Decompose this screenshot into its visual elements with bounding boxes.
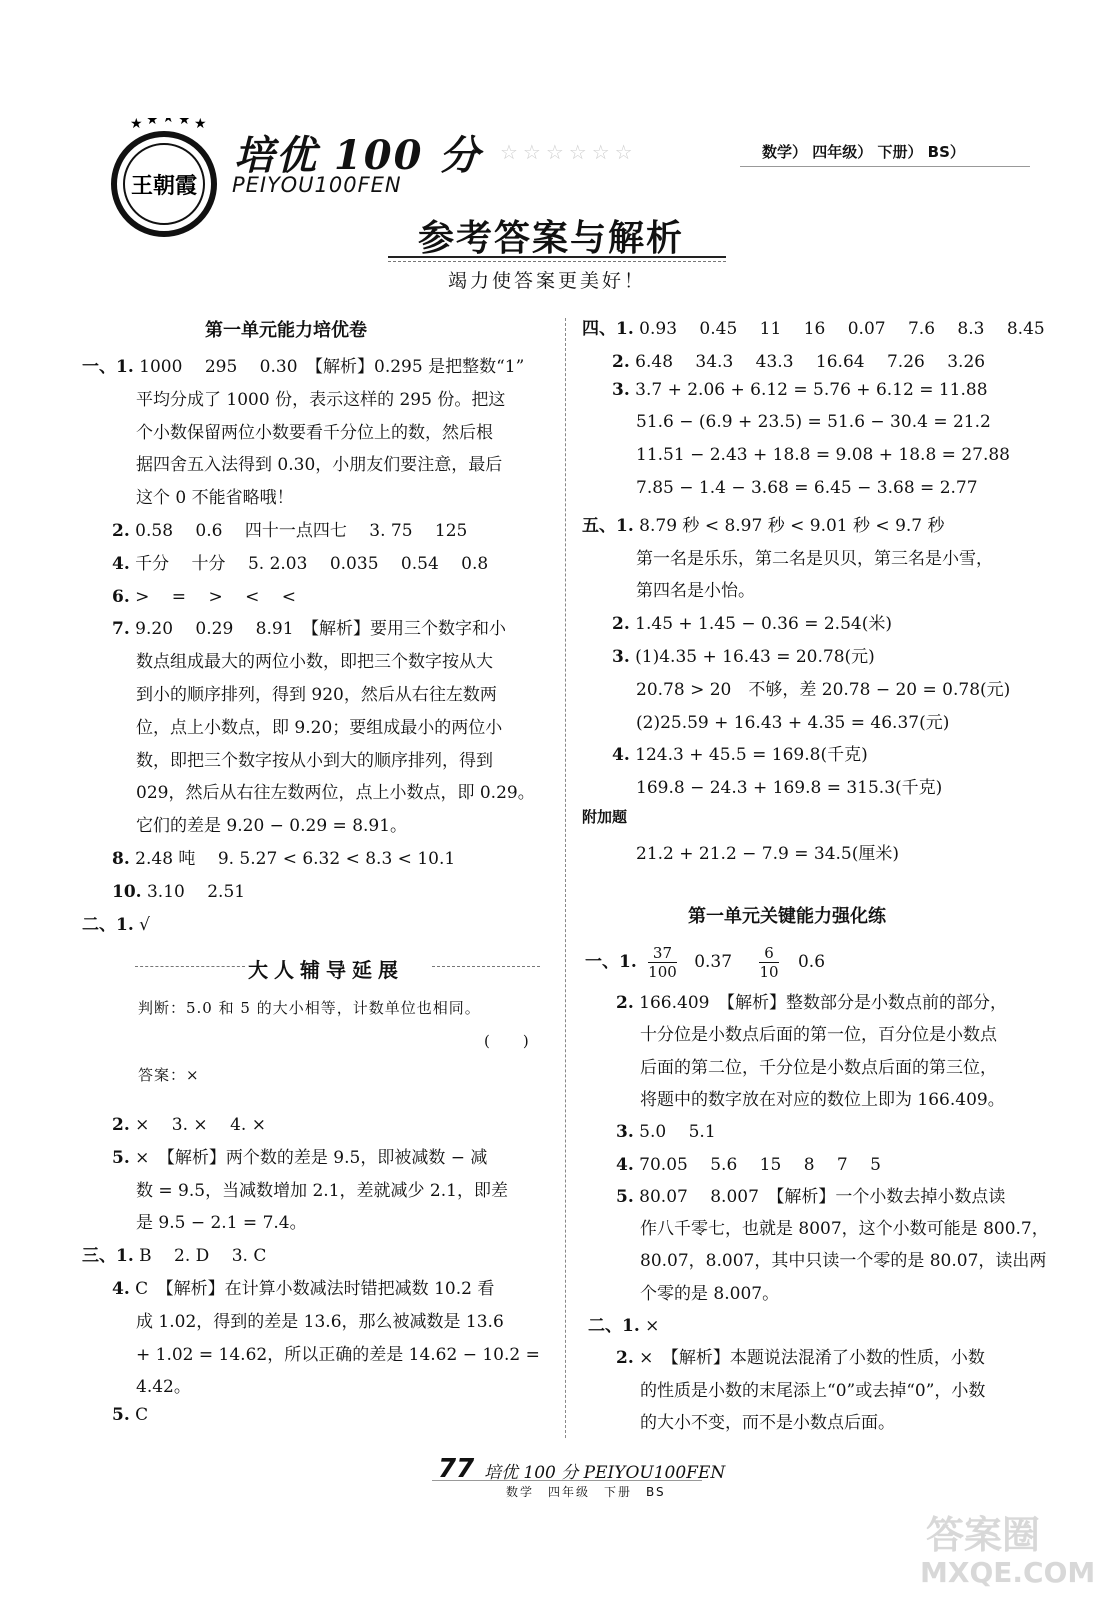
answer-line xyxy=(136,746,493,771)
answer-text: 1.45 + 1.45 − 0.36 = 2.54(米) xyxy=(629,614,892,635)
svg-text:王朝霞: 王朝霞 xyxy=(130,173,198,199)
question-number: 2. xyxy=(616,1348,634,1369)
answer-text: 124.3 + 45.5 = 169.8(千克) xyxy=(629,745,868,766)
answer-text: 70.05 5.6 15 8 7 5 xyxy=(633,1154,881,1175)
answer-text: 第一名是乐乐，第二名是贝贝，第三名是小雪， xyxy=(636,548,993,569)
answer-line xyxy=(82,1241,266,1266)
answer-text: 成 1.02，得到的差是 13.6，那么被减数是 13.6 xyxy=(136,1311,504,1332)
answer-text: 个零的是 8.007。 xyxy=(640,1283,780,1304)
answer-text: 这个 0 不能省略哦！ xyxy=(136,488,294,509)
answer-text: 3.10 2.51 xyxy=(141,881,246,902)
answer-line xyxy=(640,1246,1046,1271)
answer-text: 将题中的数字放在对应的数位上即为 166.409。 xyxy=(640,1089,1005,1110)
key-q1-value-2: 0.6 xyxy=(797,952,826,972)
answer-line xyxy=(112,1405,148,1425)
answer-text: 029，然后从右往左数两位，点上小数点，即 0.29。 xyxy=(136,783,535,804)
answer-line xyxy=(136,811,407,836)
answer-text: 20.78 > 20 不够，差 20.78 − 20 = 0.78(元) xyxy=(636,679,1011,700)
question-number: 附加题 xyxy=(582,808,628,826)
answer-line xyxy=(612,642,875,667)
answer-line xyxy=(136,778,535,803)
fraction-1: $\frac{37}{100}$ xyxy=(648,944,677,981)
answer-text: 据四舍五入法得到 0.30，小朋友们要注意，最后 xyxy=(136,455,503,476)
question-number: 4. xyxy=(112,1279,130,1299)
question-number: 四、1. xyxy=(582,319,634,339)
brand-title-en: PEIYOU100FEN xyxy=(232,173,402,197)
brand-title: 培优 100 分 xyxy=(234,132,482,179)
page-title: 参考答案与解析 xyxy=(418,218,685,259)
answer-line xyxy=(112,1274,494,1299)
answer-line xyxy=(612,609,892,634)
extension-question: 判断：5.0 和 5 的大小相等，计数单位也相同。 xyxy=(138,999,481,1017)
fraction-2: $\frac{6}{10}$ xyxy=(759,944,779,981)
answer-text: 位，点上小数点，即 9.20；要组成最小的两位小 xyxy=(136,717,503,738)
answer-text: > = > < < xyxy=(129,586,296,607)
answer-line xyxy=(136,713,502,738)
answer-text: × 3. × 4. × xyxy=(129,1115,266,1135)
answer-text: 51.6 − (6.9 + 23.5) = 51.6 − 30.4 = 21.2 xyxy=(636,412,991,433)
answer-line xyxy=(636,412,991,432)
answer-text: 是 9.5 − 2.1 = 7.4。 xyxy=(136,1213,307,1234)
answer-text: 后面的第二位，千分位是小数点后面的第三位， xyxy=(640,1057,997,1078)
question-number: 8. xyxy=(112,849,130,869)
answer-line xyxy=(636,478,978,498)
answer-line xyxy=(112,1143,487,1168)
page-number: 77 xyxy=(438,1454,475,1484)
answer-line xyxy=(636,675,1010,700)
answer-line xyxy=(136,1340,540,1365)
answer-line xyxy=(636,544,993,569)
answer-text: 第四名是小怡。 xyxy=(636,581,755,602)
answer-line xyxy=(612,740,868,765)
svg-text:★: ★ xyxy=(178,118,191,128)
answer-line xyxy=(136,1372,191,1397)
answer-text: 0.58 0.6 四十一点四七 3. 75 125 xyxy=(129,521,468,541)
answer-line xyxy=(616,988,1007,1013)
answer-text: 3.7 + 2.06 + 6.12 = 5.76 + 6.12 = 11.88 xyxy=(629,379,988,400)
question-number: 2. xyxy=(616,993,634,1013)
answer-text: 8.79 秒 < 8.97 秒 < 9.01 秒 < 9.7 秒 xyxy=(633,515,945,536)
publisher-logo xyxy=(100,118,228,238)
answer-text: 21.2 + 21.2 − 7.9 = 34.5(厘米) xyxy=(636,843,900,864)
column-divider xyxy=(565,318,566,1438)
answer-line xyxy=(582,511,945,536)
answer-text: 作八千零七，也就是 8007，这个小数可能是 800.7， xyxy=(640,1219,1049,1240)
header-rule xyxy=(740,166,1030,167)
answer-text: √ xyxy=(133,914,150,935)
footer-subject: 数学 四年级 下册 BS xyxy=(506,1485,666,1499)
answer-line xyxy=(582,314,1045,339)
answer-line xyxy=(636,773,942,798)
answer-text: (2)25.59 + 16.43 + 4.35 = 46.37(元) xyxy=(636,712,950,733)
answer-text: 的性质是小数的末尾添上“0”或去掉“0”，小数 xyxy=(640,1380,986,1401)
answer-line xyxy=(112,614,506,639)
question-number: 2. xyxy=(112,1115,130,1135)
question-number: 五、1. xyxy=(582,515,634,536)
question-number: 3. xyxy=(612,647,630,667)
answer-line xyxy=(112,844,455,869)
answer-line xyxy=(640,1085,1005,1110)
answer-text: 80.07，8.007，其中只读一个零的是 80.07，读出两 xyxy=(640,1251,1047,1272)
answer-text: 十分位是小数点后面的第一位，百分位是小数点 xyxy=(640,1025,997,1046)
extension-divider-left xyxy=(135,966,245,967)
question-number: 4. xyxy=(612,745,630,766)
answer-text: 个小数保留两位小数要看千分位上的数，然后根 xyxy=(136,422,493,443)
question-number: 2. xyxy=(612,614,630,635)
svg-text:★: ★ xyxy=(162,118,175,126)
answer-line xyxy=(136,680,497,705)
answer-line xyxy=(640,1376,985,1401)
answer-line xyxy=(112,549,488,574)
answer-line xyxy=(588,1311,659,1336)
answer-text: 7.85 − 1.4 − 3.68 = 6.45 − 3.68 = 2.77 xyxy=(636,478,978,498)
question-number: 3. xyxy=(612,379,630,400)
extension-title: 大人辅导延展 xyxy=(248,958,404,982)
title-underline-dashed xyxy=(388,261,726,262)
footer-brand: 培优 100 分 PEIYOU100FEN xyxy=(484,1463,726,1483)
answer-line xyxy=(112,1110,266,1135)
extension-paren: ( ) xyxy=(484,1032,530,1050)
answer-line xyxy=(136,1208,307,1233)
answer-line xyxy=(616,1182,1005,1207)
question-number: 二、1. xyxy=(588,1316,640,1336)
section-title-right: 第一单元关键能力强化练 xyxy=(688,906,886,927)
answer-line xyxy=(640,1279,779,1304)
question-number: 4. xyxy=(112,553,130,574)
answer-text: 2.48 吨 9. 5.27 < 6.32 < 8.3 < 10.1 xyxy=(129,849,456,869)
answer-text: × 【解析】本题说法混淆了小数的性质，小数 xyxy=(633,1348,985,1369)
answer-text: 6.48 34.3 43.3 16.64 7.26 3.26 xyxy=(629,351,986,372)
question-number: 7. xyxy=(112,619,130,640)
answer-line xyxy=(612,347,985,372)
key-q1-value: 0.37 xyxy=(694,952,733,972)
answer-text: 1000 295 0.30 【解析】0.295 是把整数“1” xyxy=(133,357,525,377)
question-number: 4. xyxy=(616,1154,634,1175)
watermark-logo: 答案圈 xyxy=(926,1513,1041,1557)
answer-line xyxy=(136,385,505,410)
watermark-url: MXQE.COM xyxy=(920,1556,1096,1589)
answer-line xyxy=(582,806,627,827)
answer-line xyxy=(640,1053,997,1078)
answer-text: C 【解析】在计算小数减法时错把减数 10.2 看 xyxy=(129,1279,495,1299)
svg-text:★: ★ xyxy=(130,118,143,132)
question-number: 2. xyxy=(112,521,130,541)
answer-line xyxy=(616,1117,716,1142)
answer-text: 千分 十分 5. 2.03 0.035 0.54 0.8 xyxy=(129,553,489,574)
question-number: 三、1. xyxy=(82,1246,134,1267)
answer-line xyxy=(636,708,949,733)
answer-text: 0.93 0.45 11 16 0.07 7.6 8.3 8.45 xyxy=(633,319,1045,339)
answer-line xyxy=(136,483,294,508)
answer-line xyxy=(636,576,755,601)
answer-text: 4.42。 xyxy=(136,1377,191,1398)
answer-text: 的大小不变，而不是小数点后面。 xyxy=(640,1412,895,1433)
answer-text: B 2. D 3. C xyxy=(133,1246,267,1267)
answer-text: 数，即把三个数字按从小到大的顺序排列，得到 xyxy=(136,750,493,771)
extension-answer: 答案：× xyxy=(138,1066,200,1084)
answer-text: × 【解析】两个数的差是 9.5，即被减数 − 减 xyxy=(129,1147,488,1168)
answer-line xyxy=(640,1408,895,1433)
answer-text: 数 = 9.5，当减数增加 2.1，差就减少 2.1，即差 xyxy=(136,1180,508,1201)
answer-text: 它们的差是 9.20 − 0.29 = 8.91。 xyxy=(136,816,408,837)
question-number: 5. xyxy=(112,1405,130,1426)
answer-line xyxy=(82,910,150,935)
answer-line xyxy=(82,352,524,377)
extension-divider-right xyxy=(432,966,540,967)
answer-text: 5.0 5.1 xyxy=(633,1122,716,1143)
answer-line xyxy=(640,1214,1049,1239)
answer-text: + 1.02 = 14.62，所以正确的差是 14.62 − 10.2 = xyxy=(136,1344,540,1365)
question-number: 2. xyxy=(612,351,630,372)
decorative-stars-icon: ☆☆☆☆☆☆ xyxy=(500,140,638,164)
key-q1-label: 一、1. xyxy=(585,952,637,972)
answer-text: 到小的顺序排列，得到 920，然后从右往左数两 xyxy=(136,685,497,705)
answer-line xyxy=(640,1020,997,1045)
motto: 竭力使答案更美好！ xyxy=(448,270,647,292)
answer-text: C xyxy=(129,1405,149,1426)
answer-text: 166.409 【解析】整数部分是小数点前的部分， xyxy=(633,993,1007,1013)
answer-line xyxy=(136,647,493,672)
answer-text: × xyxy=(639,1316,660,1336)
question-number: 3. xyxy=(616,1122,634,1143)
answer-line xyxy=(616,1343,985,1368)
question-number: 6. xyxy=(112,586,130,607)
answer-text: 9.20 0.29 8.91 【解析】要用三个数字和小 xyxy=(129,619,507,640)
question-number: 5. xyxy=(112,1147,130,1168)
answer-line xyxy=(112,582,296,607)
answer-text: 平均分成了 1000 份，表示这样的 295 份。把这 xyxy=(136,389,506,410)
section-title-left: 第一单元能力培优卷 xyxy=(205,320,367,341)
answer-line xyxy=(616,1150,881,1175)
answer-line xyxy=(136,1307,504,1332)
answer-text: (1)4.35 + 16.43 = 20.78(元) xyxy=(629,647,875,667)
answer-text: 80.07 8.007 【解析】一个小数去掉小数点读 xyxy=(633,1186,1006,1207)
answer-line xyxy=(136,1176,508,1201)
answer-text: 169.8 − 24.3 + 169.8 = 315.3(千克) xyxy=(636,778,943,799)
answer-line xyxy=(112,877,245,902)
answer-line xyxy=(636,445,1010,465)
question-number: 5. xyxy=(616,1186,634,1207)
answer-line xyxy=(136,450,502,475)
key-q1 xyxy=(585,944,825,981)
title-underline xyxy=(388,256,726,258)
question-number: 二、1. xyxy=(82,914,134,935)
svg-text:★: ★ xyxy=(194,118,207,132)
subject-label: 数学） 四年级） 下册） BS） xyxy=(762,143,965,161)
answer-line xyxy=(612,380,988,400)
question-number: 一、1. xyxy=(82,357,134,377)
answer-line xyxy=(636,839,899,864)
question-number: 10. xyxy=(112,881,142,902)
svg-text:★: ★ xyxy=(146,118,159,128)
answer-line xyxy=(136,418,493,443)
answer-text: 数点组成最大的两位小数，即把三个数字按从大 xyxy=(136,652,493,673)
answer-text: 11.51 − 2.43 + 18.8 = 9.08 + 18.8 = 27.88 xyxy=(636,445,1010,466)
answer-line xyxy=(112,516,467,541)
